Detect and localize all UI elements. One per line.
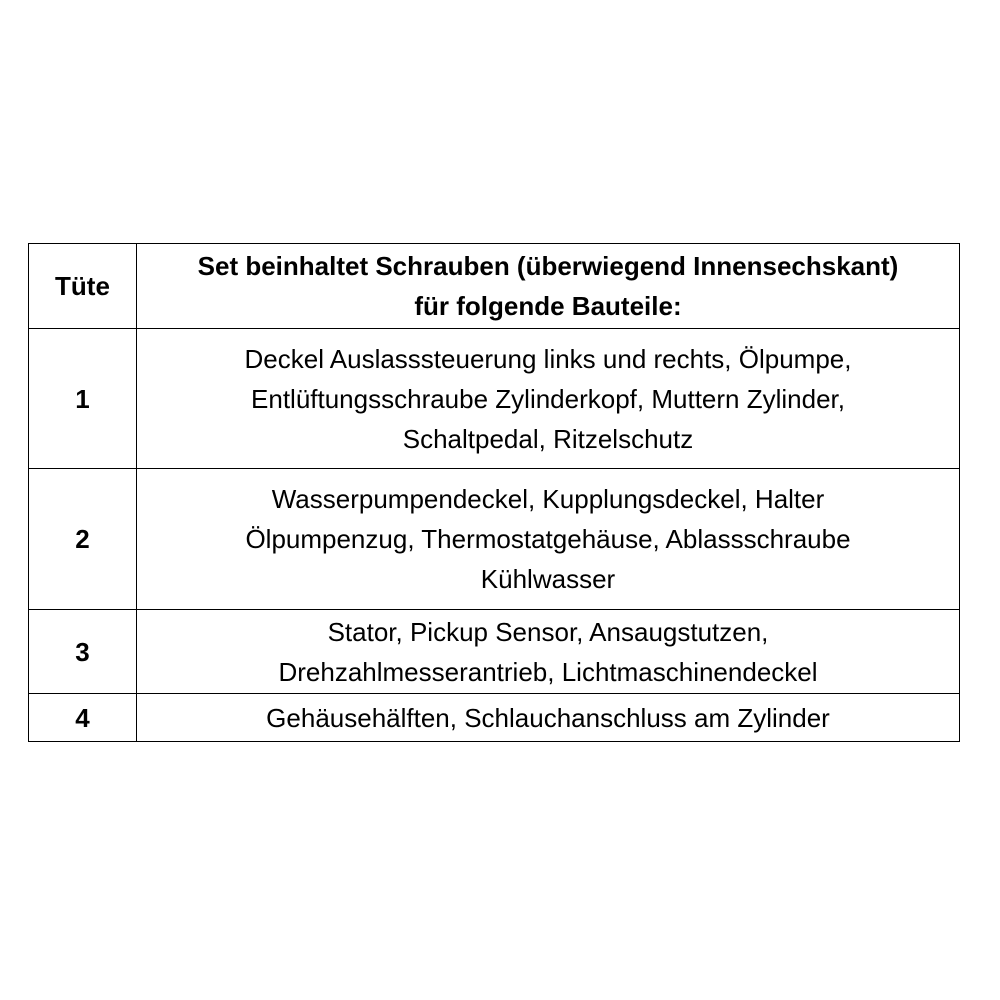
header-bag: Tüte: [29, 244, 137, 329]
parts-description: [137, 329, 960, 469]
header-description-line: für folgende Bauteile:: [414, 291, 682, 321]
table-row: [29, 694, 960, 742]
description-line: Stator, Pickup Sensor, Ansaugstutzen,: [327, 616, 769, 647]
description-line: Kühlwasser: [480, 564, 616, 594]
table-header-row: [29, 244, 960, 329]
description-line: Wasserpumpendeckel, Kupplungsdeckel, Halter: [271, 484, 825, 514]
header-description: [137, 244, 960, 329]
bag-number: 2: [29, 469, 137, 610]
description-line: Drehzahlmesserantrieb, Lichtmaschinendeckel: [278, 656, 818, 687]
bag-number: 3: [29, 610, 137, 694]
description-line: Entlüftungsschraube Zylinderkopf, Muttern Zylinder,: [251, 383, 845, 414]
bag-number: 1: [29, 329, 137, 469]
table-row: [29, 329, 960, 469]
header-description-line: Set beinhaltet Schrauben (überwiegend Innensechskant): [197, 251, 899, 281]
bag-number: 4: [29, 694, 137, 742]
table-row: [29, 610, 960, 694]
parts-table: [28, 243, 960, 742]
description-line: Deckel Auslasssteuerung links und rechts, Ölpumpe,: [244, 343, 852, 374]
description-line: Gehäusehälften, Schlauchanschluss am Zylinder: [266, 702, 830, 733]
description-line: Ölpumpenzug, Thermostatgehäuse, Ablassschraube: [245, 524, 851, 554]
description-line: Schaltpedal, Ritzelschutz: [402, 423, 694, 454]
parts-description: [137, 469, 960, 610]
parts-description: [137, 610, 960, 694]
parts-description: [137, 694, 960, 742]
table-row: [29, 469, 960, 610]
